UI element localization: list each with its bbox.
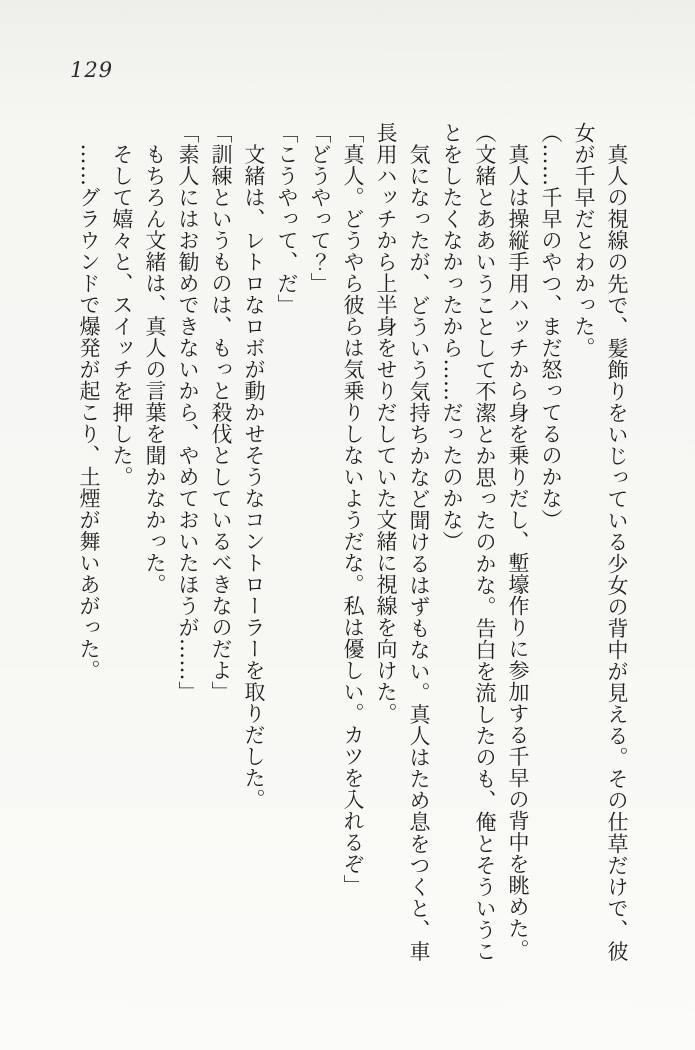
paragraph-narration-5: もちろん文緒は、真人の言葉を聞かなかった。 — [143, 122, 167, 595]
paragraph-thought-2: （文緒とああいうことして不潔とか思ったのかな。告白を流したのも、俺とそういうことをしたくなかったから……だったのかな） — [440, 122, 497, 962]
paragraph-dialogue-2: 「どうやって？」 — [308, 122, 332, 294]
paragraph-narration-7: ……グラウンドで爆発が起こり、土煙が舞いあがった。 — [77, 122, 101, 681]
paragraph-narration-6: そして嬉々と、スイッチを押した。 — [110, 122, 134, 488]
paragraph-narration-3: 気になったが、どういう気持ちかなど聞けるはずもない。真人はため息をつくと、車長用ハッチから上半身をせりだしていた文緒に視線を向けた。 — [374, 122, 431, 962]
paragraph-dialogue-4: 「訓練というものは、もっと殺伐としているべきなのだよ」 — [209, 122, 233, 703]
paragraph-narration-1: 真人の視線の先で、髪飾りをいじっている少女の背中が見える。その仕草だけで、彼女が千早だとわかった。 — [572, 122, 629, 962]
paragraph-dialogue-1: 「真人。どうやら彼らは気乗りしないようだな。私は優しい。カツを入れるぞ」 — [341, 122, 365, 896]
body-text — [71, 122, 633, 962]
paragraph-narration-2: 真人は操縦手用ハッチから身を乗りだし、塹壕作りに参加する千早の背中を眺めた。 — [506, 122, 530, 961]
paragraph-thought-1: （……千早のやつ、まだ怒ってるのかな） — [539, 122, 563, 531]
page-number: 129 — [70, 58, 114, 82]
paragraph-narration-4: 文緒は、レトロなロボが動かせそうなコントローラーを取りだした。 — [242, 122, 266, 810]
paragraph-dialogue-5: 「素人にはお勧めできないから、やめておいたほうが……」 — [176, 122, 200, 703]
paragraph-dialogue-3: 「こうやって、だ」 — [275, 122, 299, 316]
